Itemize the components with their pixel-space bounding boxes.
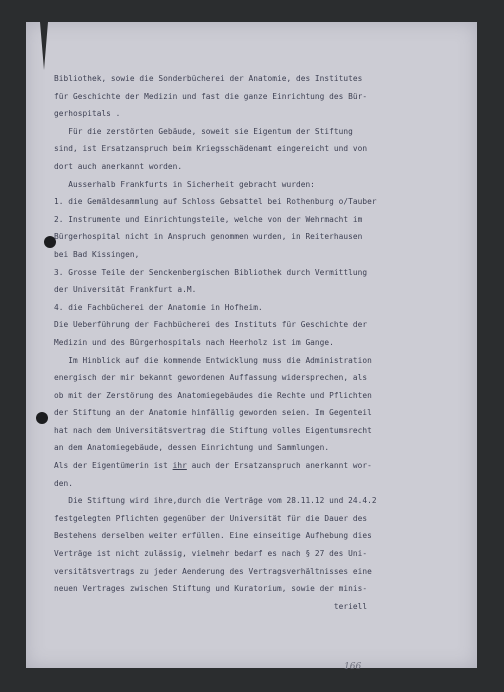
- text-line: 3. Grosse Teile der Senckenbergischen Bibliothek durch Vermittlung: [54, 267, 368, 277]
- text-line: gerhospitals .: [54, 109, 121, 119]
- text-line: Bestehens derselben weiter erfüllen. Eine einseitige Aufhebung dies: [54, 531, 372, 541]
- text-line: 4. die Fachbücherei der Anatomie in Hofheim.: [54, 302, 263, 312]
- text-line: für Geschichte der Medizin und fast die ganze Einrichtung des Bür-: [54, 91, 368, 101]
- text-line: versitätsvertrags zu jeder Aenderung des Vertragsverhältnisses eine: [54, 566, 372, 576]
- text-line: 2. Instrumente und Einrichtungsteile, welche von der Wehrmacht im: [54, 214, 363, 224]
- text-line: neuen Vertrages zwischen Stiftung und Kuratorium, sowie der minis-: [54, 584, 368, 594]
- text-line: Bürgerhospital nicht in Anspruch genommen wurden, in Reiterhausen: [54, 232, 363, 242]
- text-line: Verträge ist nicht zulässig, vielmehr bedarf es nach § 27 des Uni-: [54, 549, 368, 559]
- text-line: dort auch anerkannt worden.: [54, 161, 183, 171]
- text-line: hat nach dem Universitätsvertrag die Stiftung volles Eigentumsrecht: [54, 425, 372, 435]
- text-line: Die Stiftung wird ihre,durch die Verträge vom 28.11.12 und 24.4.2: [54, 496, 377, 506]
- text-line: Ausserhalb Frankfurts in Sicherheit gebracht wurden:: [54, 179, 315, 189]
- text-line: den.: [54, 478, 73, 488]
- text-line: sind, ist Ersatzanspruch beim Kriegsschädenamt eingereicht und von: [54, 144, 368, 154]
- page-mark: 166: [344, 662, 362, 672]
- text-line: Die Ueberführung der Fachbücherei des Instituts für Geschichte der: [54, 320, 368, 330]
- text-line: der Universität Frankfurt a.M.: [54, 285, 197, 295]
- text-line: Für die zerstörten Gebäude, soweit sie Eigentum der Stiftung: [54, 126, 353, 136]
- typed-letter-body: [54, 70, 472, 615]
- punch-hole-lower: [36, 412, 48, 424]
- text-line: ob mit der Zerstörung des Anatomiegebäudes die Rechte und Pflichten: [54, 390, 372, 400]
- text-line: Bibliothek, sowie die Sonderbücherei der Anatomie, des Institutes: [54, 74, 363, 83]
- text-line: teriell: [54, 601, 368, 611]
- text-line: bei Bad Kissingen,: [54, 249, 140, 259]
- text-line: an dem Anatomiegebäude, dessen Einrichtung und Sammlungen.: [54, 443, 330, 453]
- text-line: energisch der mir bekannt gewordenen Auffassung widersprechen, als: [54, 373, 368, 383]
- text-line: Im Hinblick auf die kommende Entwicklung muss die Administration: [54, 355, 372, 365]
- text-line: festgelegten Pflichten gegenüber der Universität für die Dauer des: [54, 513, 368, 523]
- text-line: Als der Eigentümerin ist ihr auch der Ersatzanspruch anerkannt wor-: [54, 461, 372, 471]
- text-line: der Stiftung an der Anatomie hinfällig geworden seien. Im Gegenteil: [54, 408, 372, 418]
- text-line: 1. die Gemäldesammlung auf Schloss Gebsattel bei Rothenburg o/Tauber: [54, 197, 377, 207]
- paper-tear: [40, 22, 48, 70]
- text-line: Medizin und des Bürgerhospitals nach Heerholz ist im Gange.: [54, 337, 334, 347]
